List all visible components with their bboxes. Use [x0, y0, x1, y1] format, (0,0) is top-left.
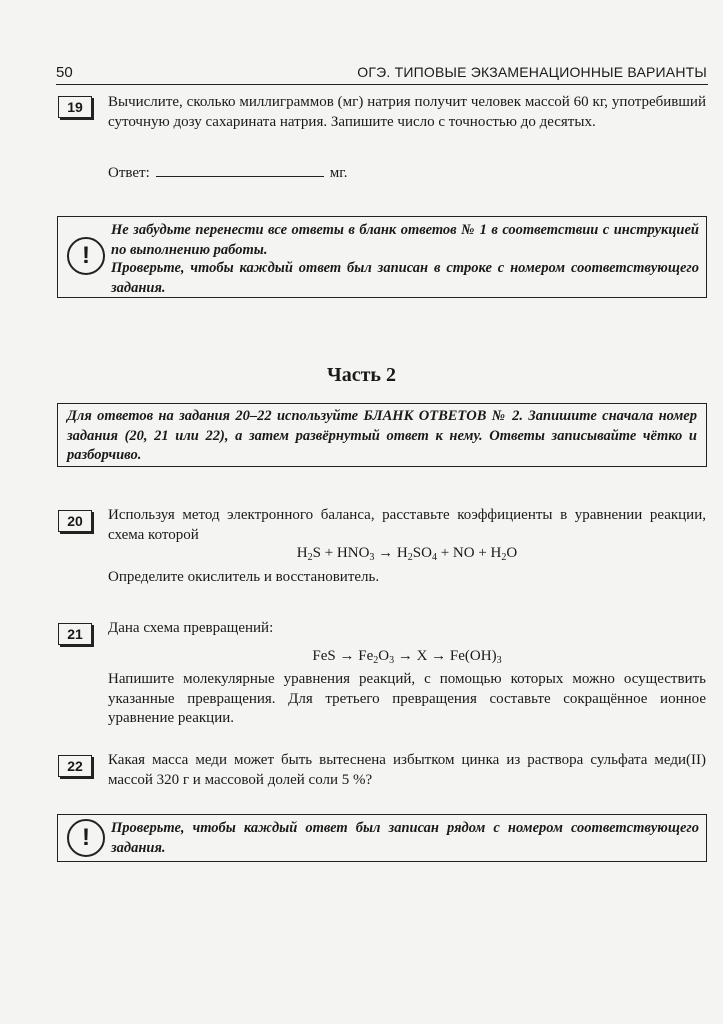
- question-number-21: 21: [58, 623, 92, 645]
- question-20-equation: $H_2S + HNO_3 \to H_2SO_4$ + NO + $H_2O$: [296, 545, 518, 563]
- question-19-answer-line: [108, 162, 508, 184]
- part-2-title: Часть 2: [327, 364, 396, 386]
- reminder-2-text: Проверьте, чтобы каждый ответ был записан рядом с номером соответствующего задания.: [111, 820, 699, 856]
- answer-input-field[interactable]: [156, 162, 324, 177]
- reminder-box-1: [57, 216, 707, 298]
- question-number-19: 19: [58, 96, 92, 118]
- exclamation-icon: !: [67, 819, 105, 857]
- question-21-scheme: FeS → $Fe_2O_3 \to X \to Fe(OH)_3$: [312, 648, 502, 666]
- reminder-1-line-2: Проверьте, чтобы каждый ответ был записан в строке с номером соответствующего задания.: [111, 260, 699, 296]
- page-number: 50: [56, 64, 73, 81]
- question-19-text: Вычислите, сколько миллиграммов (мг) натрия получит человек массой 60 кг, употребивший суточную дозу сахарината натрия. Запишите число с точностью до десятых.: [108, 94, 706, 130]
- question-21-text: Дана схема превращений:: [108, 620, 274, 636]
- part-2-instructions-box: [57, 403, 707, 467]
- question-20-text: Используя метод электронного баланса, расставьте коэффициенты в уравнении реакции, схема которой: [108, 507, 706, 543]
- reminder-box-2: [57, 814, 707, 862]
- answer-label: Ответ:: [108, 165, 150, 181]
- question-20-followup: Определите окислитель и восстановитель.: [108, 569, 380, 585]
- header-rule: [56, 84, 708, 85]
- question-number-20: 20: [58, 510, 92, 532]
- question-22-text: Какая масса меди может быть вытеснена избытком цинка из раствора сульфата меди(II) массой 320 г и массовой долей соли 5 %?: [108, 752, 706, 788]
- exclamation-icon: !: [67, 237, 105, 275]
- question-number-22: 22: [58, 755, 92, 777]
- part-2-instructions: Для ответов на задания 20–22 используйте БЛАНК ОТВЕТОВ № 2. Запишите сначала номер задания (20, 21 или 22), а затем развёрнутый ответ к нему. Ответы записывайте чётко и разборчиво.: [67, 408, 697, 463]
- running-header-title: ОГЭ. ТИПОВЫЕ ЭКЗАМЕНАЦИОННЫЕ ВАРИАНТЫ: [357, 64, 707, 80]
- reminder-1-line-1: Не забудьте перенести все ответы в бланк ответов № 1 в соответствии с инструкцией по выполнению работы.: [111, 222, 699, 258]
- question-21-followup: Напишите молекулярные уравнения реакций, с помощью которых можно осуществить указанные превращения. Для третьего превращения составьте сокращённое ионное уравнение реакции.: [108, 671, 706, 726]
- answer-unit: мг.: [329, 165, 348, 181]
